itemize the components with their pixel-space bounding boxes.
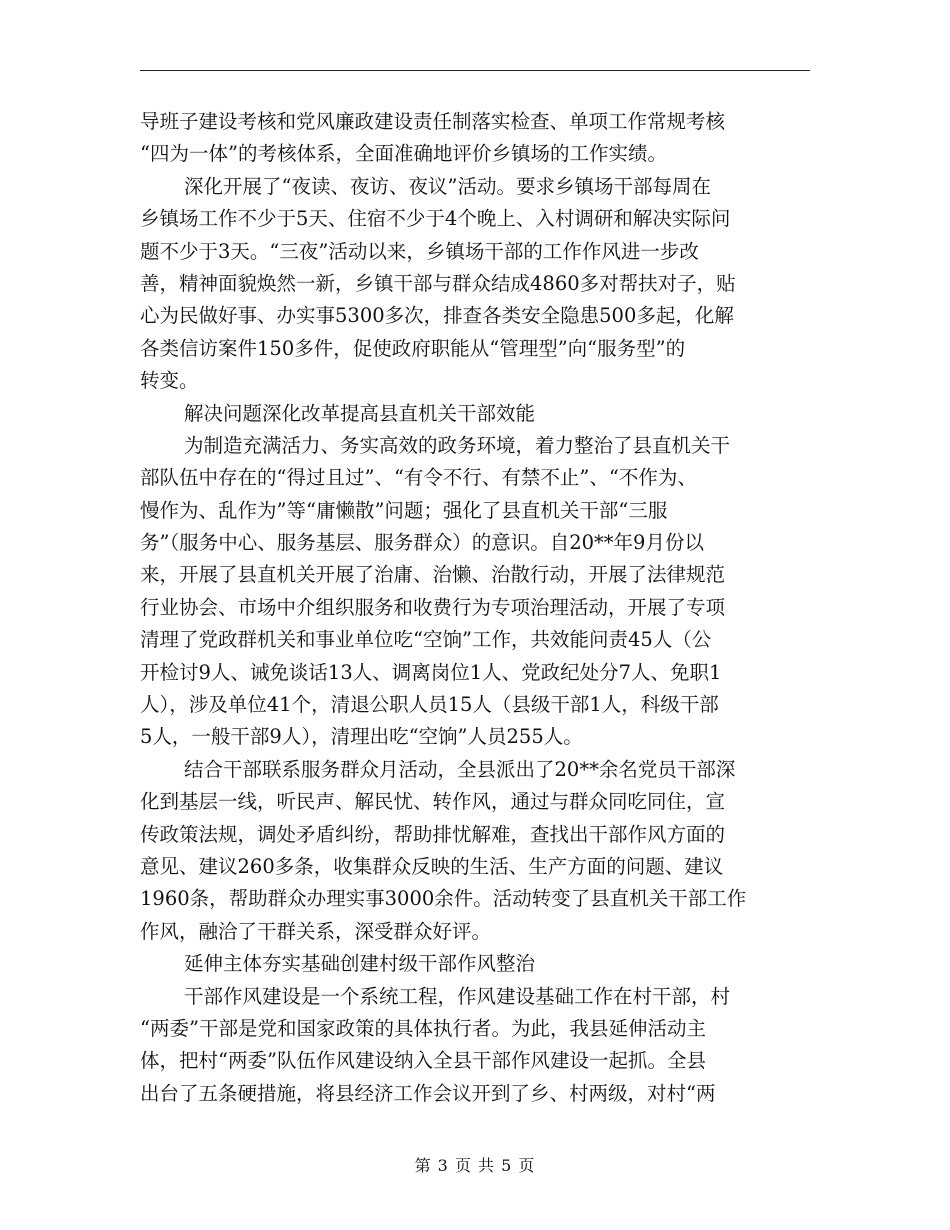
section-heading: 延伸主体夯实基础创建村级干部作风整治 <box>184 952 536 976</box>
text-line: 各类信访案件150多件，促使政府职能从“管理型”向“服务型”的 <box>140 336 686 360</box>
text-line: 清理了党政群机关和事业单位吃“空饷”工作，共效能问责45人（公 <box>140 628 712 652</box>
text-line: 部队伍中存在的“得过且过”、“有令不行、有禁不止”、“不作为、 <box>140 466 697 490</box>
section-heading: 解决问题深化改革提高县直机关干部效能 <box>184 401 536 425</box>
text-line: 心为民做好事、办实事5300多次，排查各类安全隐患500多起，化解 <box>140 304 734 328</box>
page-number-footer: 第 3 页 共 5 页 <box>414 1156 536 1175</box>
text-line: 作风，融洽了干群关系，深受群众好评。 <box>140 919 492 943</box>
text-line: 乡镇场工作不少于5天、住宿不少于4个晚上、入村调研和解决实际问 <box>140 207 731 231</box>
text-line: 出台了五条硬措施，将县经济工作会议开到了乡、村两级，对村“两 <box>140 1081 716 1105</box>
body-text <box>140 106 810 1110</box>
text-line: 意见、建议260多条，收集群众反映的生活、生产方面的问题、建议 <box>140 854 724 878</box>
text-line: 5人，一般干部9人），清理出吃“空饷”人员255人。 <box>140 725 583 749</box>
text-line: 慢作为、乱作为”等“庸懒散”问题；强化了县直机关干部“三服 <box>140 498 668 522</box>
text-line: 行业协会、市场中介组织服务和收费行为专项治理活动，开展了专项 <box>140 595 726 619</box>
text-line: 题不少于3天。“三夜”活动以来，乡镇场干部的工作作风进一步改 <box>140 239 699 263</box>
text-line: 善，精神面貌焕然一新，乡镇干部与群众结成4860多对帮扶对子，贴 <box>140 271 736 295</box>
text-line: 务”（服务中心、服务基层、服务群众）的意识。自20**年9月份以 <box>140 531 704 555</box>
text-line: 1960条，帮助群众办理实事3000余件。活动转变了县直机关干部工作 <box>140 887 747 911</box>
text-line: 传政策法规，调处矛盾纠纷，帮助排忧解难，查找出干部作风方面的 <box>140 822 726 846</box>
text-line: 体，把村“两委”队伍作风建设纳入全县干部作风建设一起抓。全县 <box>140 1049 706 1073</box>
text-line: 导班子建设考核和党风廉政建设责任制落实检查、单项工作常规考核 <box>140 110 726 133</box>
text-line: “两委”干部是党和国家政策的具体执行者。为此，我县延伸活动主 <box>140 1016 706 1040</box>
paragraph-start: 干部作风建设是一个系统工程，作风建设基础工作在村干部，村 <box>184 984 731 1008</box>
paragraph-start: 结合干部联系服务群众月活动，全县派出了20**余名党员干部深 <box>184 757 736 781</box>
text-line: 人），涉及单位41个，清退公职人员15人（县级干部1人，科级干部 <box>140 693 719 717</box>
text-line: 开检讨9人、诫免谈话13人、调离岗位1人、党政纪处分7人、免职1 <box>140 660 722 684</box>
header-rule <box>140 70 810 71</box>
paragraph-start: 为制造充满活力、务实高效的政务环境，着力整治了县直机关干 <box>184 433 731 457</box>
text-line: “四为一体”的考核体系，全面准确地评价乡镇场的工作实绩。 <box>140 142 667 166</box>
paragraph-start: 深化开展了“夜读、夜访、夜议”活动。要求乡镇场干部每周在 <box>184 174 711 198</box>
text-line: 来，开展了县直机关开展了治庸、治懒、治散行动，开展了法律规范 <box>140 563 726 587</box>
text-line: 化到基层一线，听民声、解民忧、转作风，通过与群众同吃同住，宣 <box>140 790 726 814</box>
text-line: 转变。 <box>140 369 199 393</box>
